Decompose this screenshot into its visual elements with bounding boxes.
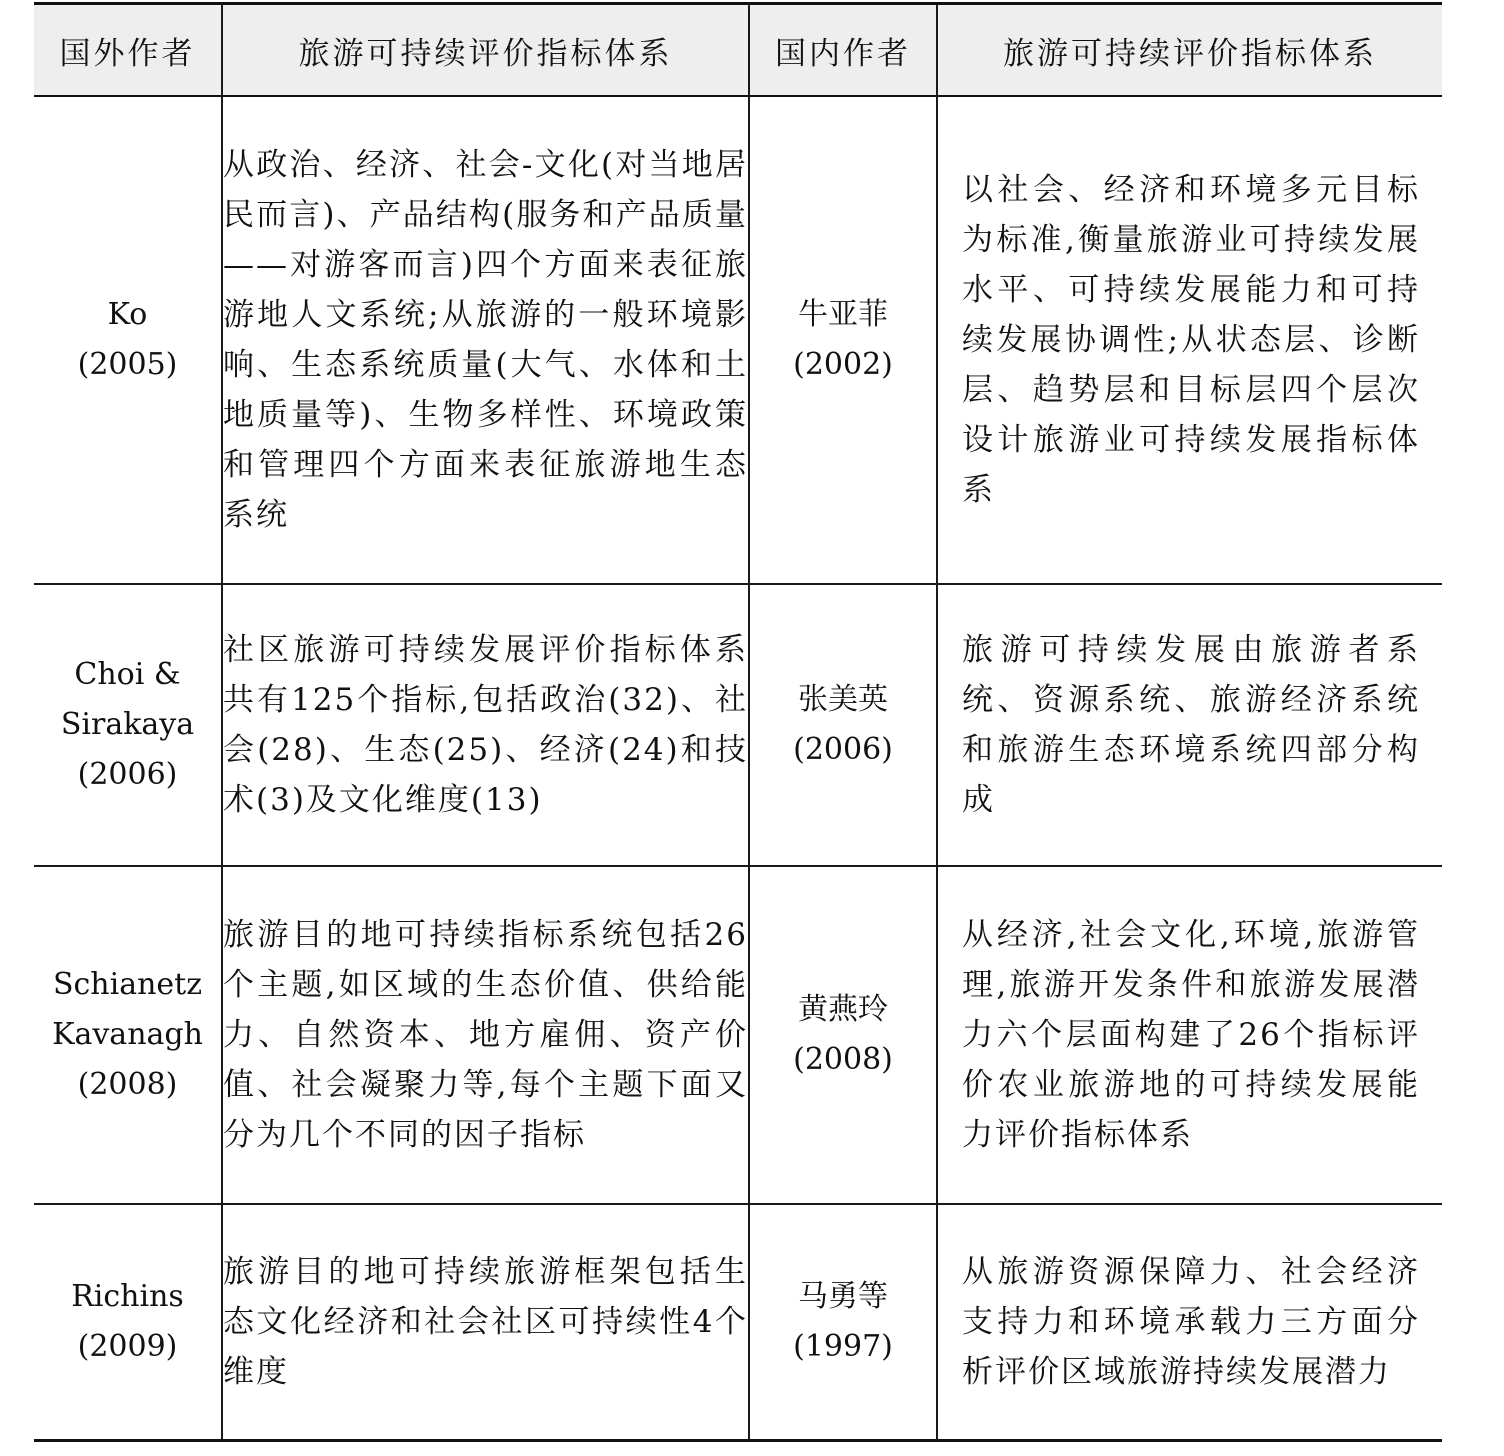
header-domestic-system: 旅游可持续评价指标体系 — [937, 4, 1442, 97]
author-name-2: Kavanagh — [52, 1017, 203, 1052]
foreign-author-cell — [34, 866, 222, 1204]
author-name: Choi & — [74, 657, 181, 692]
foreign-author-cell — [34, 1204, 222, 1441]
domestic-author-cell — [749, 584, 937, 866]
foreign-desc-text: 社区旅游可持续发展评价指标体系共有125个指标,包括政治(32)、社会(28)、生态(25)、经济(24)和技术(3)及文化维度(13) — [223, 632, 748, 818]
domestic-desc-cell — [937, 866, 1442, 1204]
author-name: 张美英 — [798, 682, 888, 717]
foreign-desc-text: 从政治、经济、社会-文化(对当地居民而言)、产品结构(服务和产品质量——对游客而言)四个方面来表征旅游地人文系统;从旅游的一般环境影响、生态系统质量(大气、水体和土地质量等)、生物多样性、环境政策和管理四个方面来表征旅游地生态系统 — [223, 147, 748, 533]
author-year: (2008) — [77, 1067, 178, 1102]
table-row — [34, 1204, 1442, 1441]
author-year: (2008) — [793, 1042, 893, 1077]
table-row — [34, 96, 1442, 584]
header-domestic-author: 国内作者 — [749, 4, 937, 97]
author-year: (2009) — [77, 1329, 178, 1364]
author-year: (2002) — [793, 347, 893, 382]
domestic-desc-text: 从经济,社会文化,环境,旅游管理,旅游开发条件和旅游发展潜力六个层面构建了26个指标评价农业旅游地的可持续发展能力评价指标体系 — [962, 917, 1420, 1153]
author-year: (2006) — [77, 757, 178, 792]
author-name: Ko — [107, 297, 148, 332]
foreign-desc-text: 旅游目的地可持续旅游框架包括生态文化经济和社会社区可持续性4个维度 — [223, 1254, 748, 1390]
comparison-table — [34, 2, 1442, 1442]
author-name-2: Sirakaya — [60, 707, 195, 742]
domestic-author-cell — [749, 1204, 937, 1441]
header-foreign-author: 国外作者 — [34, 4, 222, 97]
author-name: Richins — [71, 1279, 184, 1314]
header-row — [34, 4, 1442, 97]
table-body — [34, 96, 1442, 1441]
domestic-desc-cell — [937, 1204, 1442, 1441]
domestic-author-cell — [749, 866, 937, 1204]
author-name: Schianetz — [52, 967, 203, 1002]
domestic-desc-cell — [937, 96, 1442, 584]
domestic-desc-cell — [937, 584, 1442, 866]
table-header — [34, 4, 1442, 97]
author-name: 马勇等 — [798, 1279, 888, 1314]
header-foreign-system: 旅游可持续评价指标体系 — [222, 4, 749, 97]
domestic-desc-text: 从旅游资源保障力、社会经济支持力和环境承载力三方面分析评价区域旅游持续发展潜力 — [962, 1254, 1420, 1390]
foreign-desc-cell — [222, 584, 749, 866]
author-year: (2005) — [77, 347, 178, 382]
author-year: (2006) — [793, 732, 893, 767]
foreign-desc-cell — [222, 866, 749, 1204]
author-name: 牛亚菲 — [798, 297, 888, 332]
foreign-author-cell — [34, 584, 222, 866]
foreign-desc-cell — [222, 96, 749, 584]
author-name: 黄燕玲 — [798, 992, 888, 1027]
author-year: (1997) — [793, 1329, 893, 1364]
foreign-author-cell — [34, 96, 222, 584]
domestic-desc-text: 旅游可持续发展由旅游者系统、资源系统、旅游经济系统和旅游生态环境系统四部分构成 — [962, 632, 1420, 818]
table-row — [34, 584, 1442, 866]
domestic-author-cell — [749, 96, 937, 584]
domestic-desc-text: 以社会、经济和环境多元目标为标准,衡量旅游业可持续发展水平、可持续发展能力和可持续发展协调性;从状态层、诊断层、趋势层和目标层四个层次设计旅游业可持续发展指标体系 — [962, 172, 1420, 508]
foreign-desc-cell — [222, 1204, 749, 1441]
table-row — [34, 866, 1442, 1204]
foreign-desc-text: 旅游目的地可持续指标系统包括26个主题,如区域的生态价值、供给能力、自然资本、地方雇佣、资产价值、社会凝聚力等,每个主题下面又分为几个不同的因子指标 — [223, 917, 748, 1153]
